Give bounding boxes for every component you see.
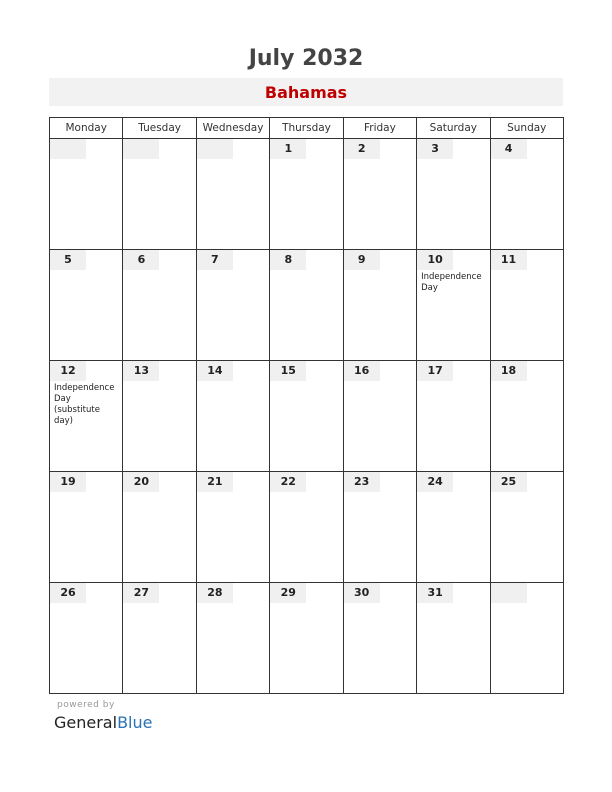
day-number: 13	[123, 361, 159, 381]
page-title: July 2032	[248, 46, 364, 71]
calendar-day-cell	[490, 139, 563, 250]
calendar-day-cell	[270, 361, 343, 472]
calendar-week-row	[50, 361, 564, 472]
generalblue-logo[interactable]	[54, 713, 152, 732]
brand-blue: Blue	[117, 713, 153, 732]
day-number: 6	[123, 250, 159, 270]
brand-general: General	[54, 713, 118, 732]
calendar-day-cell	[417, 472, 490, 583]
calendar-day-cell	[343, 472, 416, 583]
calendar-day-cell	[270, 139, 343, 250]
country-banner	[49, 78, 563, 106]
day-number: 27	[123, 583, 159, 603]
calendar-day-cell	[343, 583, 416, 694]
calendar-day-cell	[343, 361, 416, 472]
calendar-day-cell	[490, 472, 563, 583]
calendar-day-cell	[196, 139, 269, 250]
day-number: 22	[270, 472, 306, 492]
calendar-week-row	[50, 472, 564, 583]
calendar-day-cell	[417, 361, 490, 472]
weekday-header: Wednesday	[196, 118, 269, 139]
calendar-day-cell	[50, 361, 123, 472]
calendar-day-cell	[343, 250, 416, 361]
holiday-label: Independence Day (substitute day)	[54, 383, 115, 426]
day-number: 2	[344, 139, 380, 159]
calendar-day-cell	[196, 472, 269, 583]
day-number: 1	[270, 139, 306, 159]
day-number	[123, 139, 159, 159]
powered-by-label: powered by	[57, 700, 115, 710]
calendar-week-row	[50, 139, 564, 250]
day-number: 21	[197, 472, 233, 492]
day-number: 26	[50, 583, 86, 603]
country-name: Bahamas	[264, 83, 348, 102]
day-number: 5	[50, 250, 86, 270]
calendar-day-cell	[270, 472, 343, 583]
weekday-header: Sunday	[490, 118, 563, 139]
weekday-header-row	[50, 118, 564, 139]
calendar-day-cell	[50, 250, 123, 361]
calendar-day-cell	[343, 139, 416, 250]
day-number: 9	[344, 250, 380, 270]
day-number: 28	[197, 583, 233, 603]
day-number: 8	[270, 250, 306, 270]
calendar-day-cell	[270, 250, 343, 361]
calendar-day-cell	[270, 583, 343, 694]
day-number: 25	[491, 472, 527, 492]
calendar-day-cell	[123, 583, 196, 694]
calendar-day-cell	[50, 139, 123, 250]
calendar-day-cell	[196, 361, 269, 472]
day-number: 16	[344, 361, 380, 381]
calendar-day-cell	[417, 583, 490, 694]
day-number: 20	[123, 472, 159, 492]
calendar-day-cell	[196, 250, 269, 361]
weekday-header: Tuesday	[123, 118, 196, 139]
calendar-week-row	[50, 583, 564, 694]
day-number: 10	[417, 250, 453, 270]
day-number: 12	[50, 361, 86, 381]
holiday-label: Independence Day	[421, 272, 482, 293]
day-number: 24	[417, 472, 453, 492]
day-number: 15	[270, 361, 306, 381]
day-number: 3	[417, 139, 453, 159]
calendar-day-cell	[123, 139, 196, 250]
day-number	[491, 583, 527, 603]
day-number: 30	[344, 583, 380, 603]
calendar-day-cell	[123, 472, 196, 583]
day-number: 19	[50, 472, 86, 492]
day-number: 17	[417, 361, 453, 381]
day-number: 11	[491, 250, 527, 270]
calendar-day-cell	[490, 583, 563, 694]
calendar-day-cell	[417, 139, 490, 250]
calendar-grid	[49, 117, 564, 694]
calendar-day-cell	[123, 361, 196, 472]
day-number	[197, 139, 233, 159]
calendar-day-cell	[417, 250, 490, 361]
weekday-header: Saturday	[417, 118, 490, 139]
calendar-day-cell	[50, 472, 123, 583]
calendar-body	[50, 139, 564, 694]
calendar-day-cell	[50, 583, 123, 694]
calendar-day-cell	[196, 583, 269, 694]
weekday-header: Monday	[50, 118, 123, 139]
calendar-day-cell	[490, 250, 563, 361]
day-number: 23	[344, 472, 380, 492]
day-number: 7	[197, 250, 233, 270]
calendar-day-cell	[490, 361, 563, 472]
day-number: 14	[197, 361, 233, 381]
weekday-header: Thursday	[270, 118, 343, 139]
weekday-header: Friday	[343, 118, 416, 139]
day-number: 4	[491, 139, 527, 159]
calendar-week-row	[50, 250, 564, 361]
day-number	[50, 139, 86, 159]
calendar-day-cell	[123, 250, 196, 361]
day-number: 18	[491, 361, 527, 381]
day-number: 31	[417, 583, 453, 603]
day-number: 29	[270, 583, 306, 603]
